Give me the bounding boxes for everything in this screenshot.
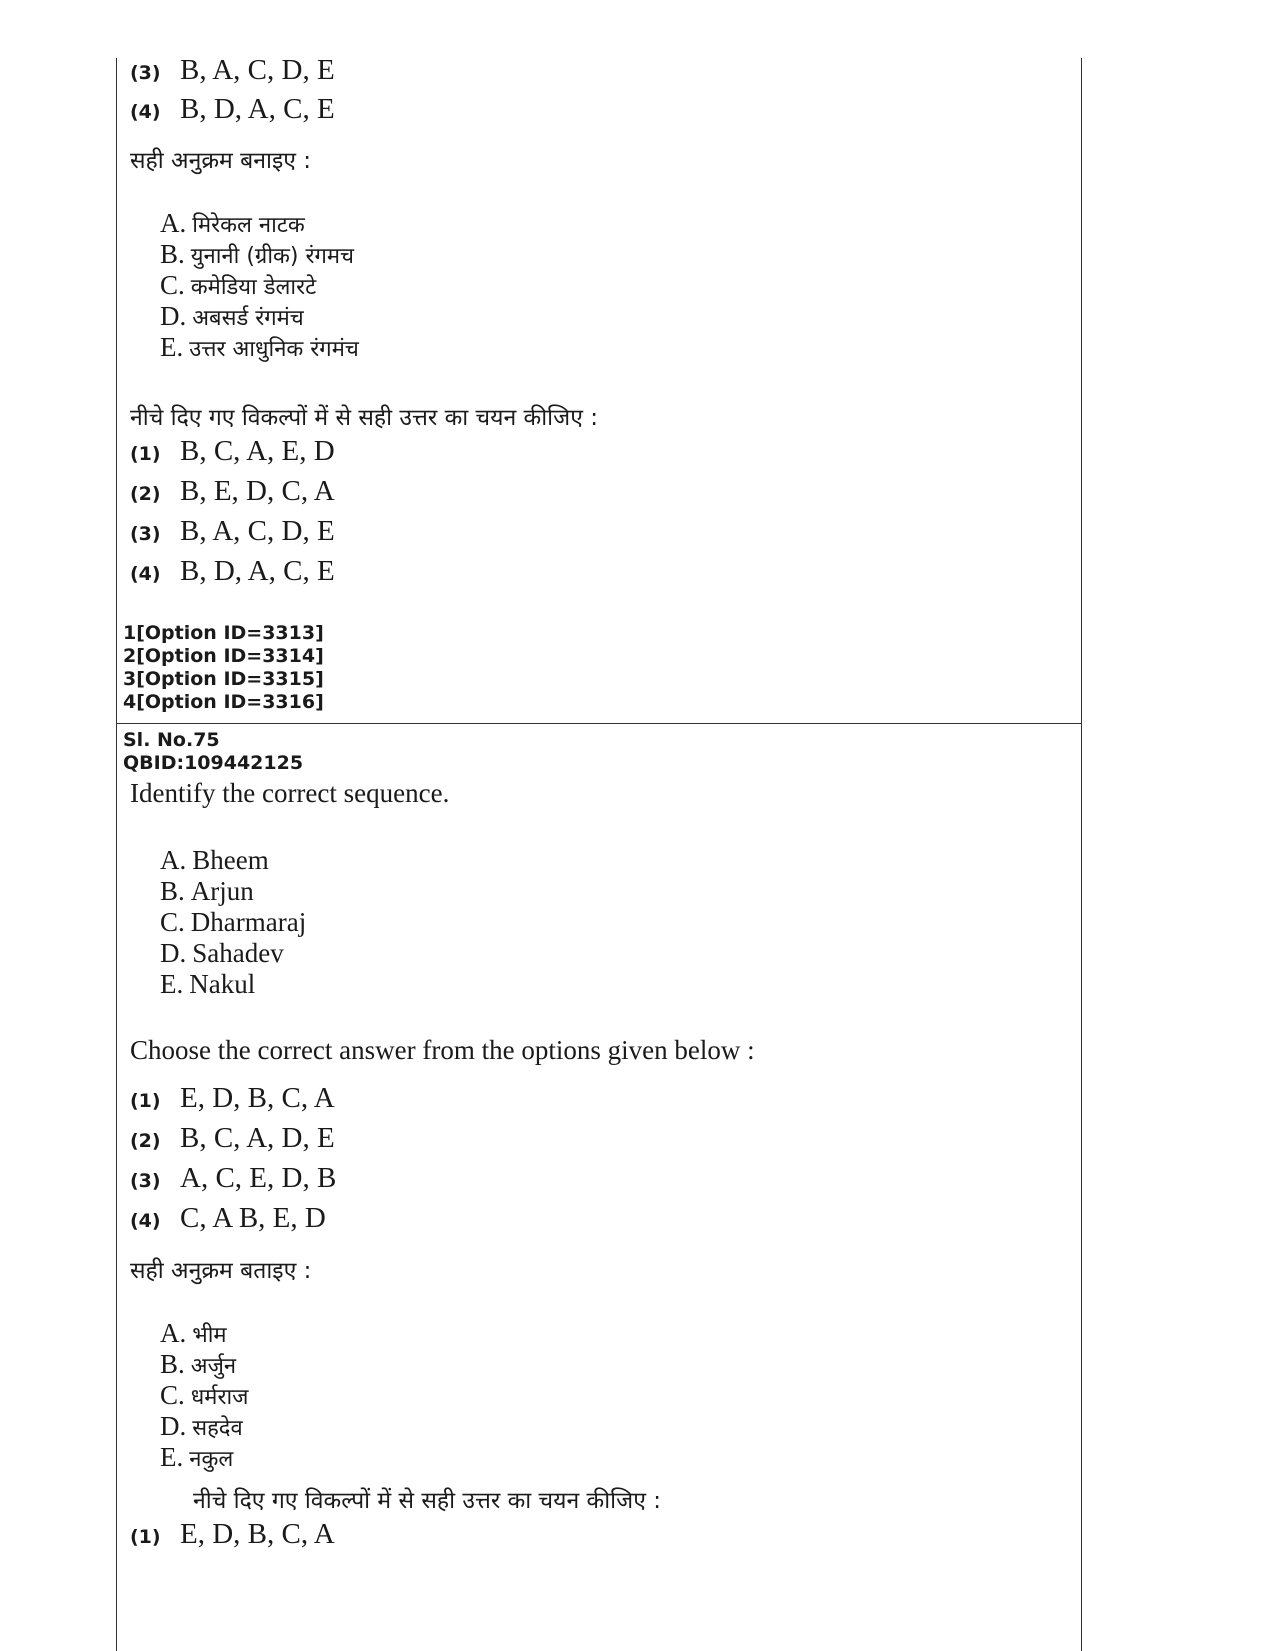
item-letter: A. [160, 845, 187, 875]
item-letter: B. [160, 1349, 185, 1379]
option-value: B, C, A, E, D [180, 435, 335, 467]
option-number: (1) [130, 1526, 161, 1548]
option-value: A, C, E, D, B [180, 1162, 337, 1194]
item-letter: C. [160, 270, 185, 300]
item-text: युनानी (ग्रीक) रंगमच [190, 244, 355, 269]
sequence-item [160, 969, 255, 1000]
option-id: 1[Option ID=3313] [123, 622, 324, 644]
item-text: Sahadev [192, 938, 284, 968]
item-letter: D. [160, 938, 187, 968]
sequence-item [160, 1380, 248, 1411]
sequence-item [160, 270, 316, 301]
item-text: मिरेकल नाटक [192, 213, 305, 238]
option-item [130, 515, 335, 548]
hindi-choose-instruction: नीचे दिए गए विकल्पों में से सही उत्तर का चयन कीजिए : [130, 405, 598, 431]
item-letter: A. [160, 208, 187, 238]
option-item [130, 1082, 335, 1115]
item-letter: E. [160, 1442, 184, 1472]
item-text: Dharmaraj [190, 907, 307, 937]
option-item [130, 1162, 336, 1195]
option-item [130, 435, 335, 468]
option-item [130, 555, 335, 588]
hindi-question-stem: सही अनुक्रम बताइए : [130, 1258, 312, 1284]
option-value: C, A B, E, D [180, 1202, 326, 1234]
sequence-item [160, 208, 305, 239]
item-letter: C. [160, 1380, 185, 1410]
sequence-item [160, 1318, 227, 1349]
option-value: B, E, D, C, A [180, 475, 335, 507]
item-letter: D. [160, 301, 187, 331]
hindi-choose-instruction: नीचे दिए गए विकल्पों में से सही उत्तर का चयन कीजिए : [193, 1488, 661, 1514]
item-letter: A. [160, 1318, 187, 1348]
option-number: (3) [130, 1170, 161, 1192]
item-text: भीम [192, 1323, 227, 1348]
option-item [130, 1202, 326, 1235]
option-item [130, 1122, 335, 1155]
sequence-item [160, 1411, 243, 1442]
item-letter: E. [160, 332, 184, 362]
item-text: कमेडिया डेलारटे [190, 275, 317, 300]
item-text: धर्मराज [190, 1385, 249, 1410]
option-id: 2[Option ID=3314] [123, 645, 324, 667]
choose-instruction: Choose the correct answer from the options given below : [130, 1035, 755, 1065]
item-letter: E. [160, 969, 184, 999]
sequence-item [160, 938, 284, 969]
question-header [123, 729, 303, 775]
item-letter: B. [160, 876, 185, 906]
item-text: अबसर्ड रंगमंच [192, 306, 304, 331]
option-number: (1) [130, 1090, 161, 1112]
sequence-item [160, 1442, 233, 1473]
item-letter: D. [160, 1411, 187, 1441]
option-value: B, C, A, D, E [180, 1122, 335, 1154]
sequence-item [160, 239, 354, 270]
item-text: Nakul [189, 969, 256, 999]
option-number: (1) [130, 443, 161, 465]
sequence-item [160, 907, 306, 938]
qbid: QBID:109442125 [123, 752, 304, 774]
sequence-item [160, 301, 304, 332]
option-id-list [123, 622, 324, 714]
option-number: (2) [130, 1130, 161, 1152]
sequence-item [160, 1349, 236, 1380]
option-number: (3) [130, 62, 161, 84]
item-text: Arjun [190, 876, 254, 906]
item-text: अर्जुन [190, 1354, 237, 1379]
option-number: (4) [130, 101, 161, 123]
item-text: नकुल [189, 1447, 234, 1472]
option-item [130, 1518, 335, 1551]
sequence-item [160, 876, 254, 907]
option-number: (4) [130, 1210, 161, 1232]
option-value: B, A, C, D, E [180, 515, 335, 547]
option-value: E, D, B, C, A [180, 1082, 335, 1114]
question-stem: Identify the correct sequence. [130, 778, 450, 808]
option-number: (4) [130, 563, 161, 585]
item-letter: C. [160, 907, 185, 937]
item-text: Bheem [192, 845, 269, 875]
option-number: (3) [130, 523, 161, 545]
sequence-item [160, 845, 269, 876]
sequence-item [160, 332, 359, 363]
option-value: B, A, C, D, E [180, 54, 335, 86]
item-text: उत्तर आधुनिक रंगमंच [189, 337, 359, 362]
option-value: B, D, A, C, E [180, 555, 335, 587]
option-number: (2) [130, 483, 161, 505]
item-text: सहदेव [192, 1416, 243, 1441]
hindi-question-stem: सही अनुक्रम बनाइए : [130, 148, 312, 174]
option-id: 4[Option ID=3316] [123, 691, 324, 713]
option-value: B, D, A, C, E [180, 93, 335, 125]
option-item [130, 54, 335, 87]
option-value: E, D, B, C, A [180, 1518, 335, 1550]
question-divider [116, 723, 1082, 724]
item-letter: B. [160, 239, 185, 269]
option-item [130, 475, 335, 508]
serial-number: Sl. No.75 [123, 729, 220, 751]
option-item [130, 93, 335, 126]
option-id: 3[Option ID=3315] [123, 668, 324, 690]
